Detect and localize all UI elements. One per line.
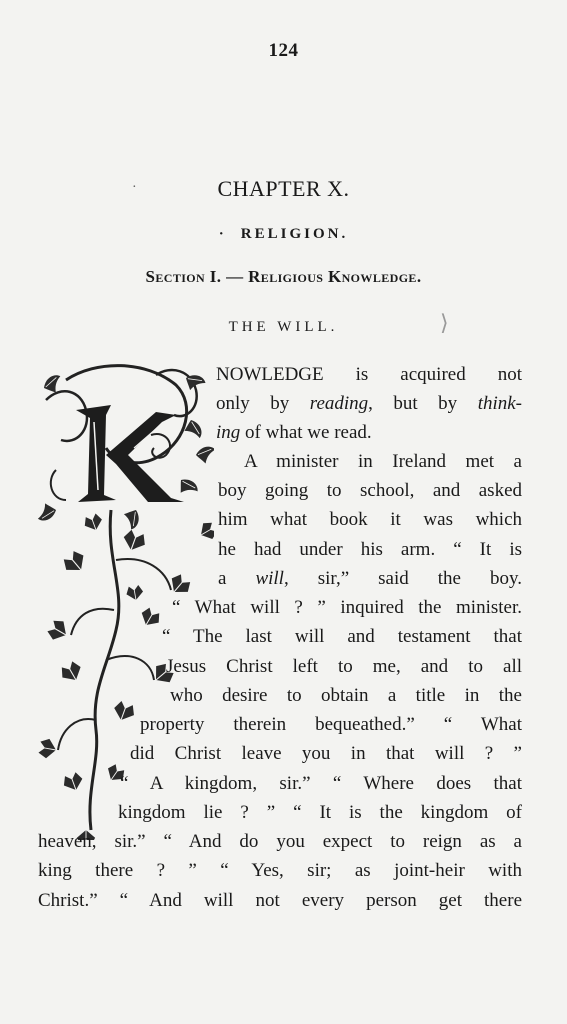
body-line xyxy=(162,627,522,647)
body-line xyxy=(216,365,522,385)
body-text: A minister in Ireland met a xyxy=(244,452,522,472)
body-text: “ The last will and testament that xyxy=(162,627,522,647)
body-line xyxy=(120,774,522,794)
body-text: king there ? ” “ Yes, sir; as joint-heir with xyxy=(38,861,522,881)
body-line xyxy=(170,686,522,706)
body-text: did Christ leave you in that will ? ” xyxy=(130,744,522,764)
body-line xyxy=(130,744,522,764)
body-text-italic: ing xyxy=(216,423,241,443)
body-line xyxy=(218,540,522,560)
body-line xyxy=(38,832,522,852)
section-title: Section I. — Religious Knowledge. xyxy=(145,267,422,286)
body-text: only by xyxy=(216,394,310,414)
body-line xyxy=(218,569,522,589)
body-text: “ What will ? ” inquired the minister. xyxy=(172,598,522,618)
chapter-title: CHAPTER X. xyxy=(217,176,350,201)
body-line xyxy=(166,657,522,677)
body-line xyxy=(38,861,522,881)
body-line xyxy=(216,423,426,443)
body-line xyxy=(244,452,522,472)
body-text: , but by xyxy=(368,394,478,414)
body-text: “ A kingdom, sir.” “ Where does that xyxy=(120,774,522,794)
body-line xyxy=(140,715,522,735)
body-text: Jesus Christ left to me, and to all xyxy=(166,657,522,677)
print-speck: · xyxy=(132,180,137,195)
print-mark: ⟩ xyxy=(440,310,449,335)
bullet-dot: · xyxy=(218,226,227,242)
body-line xyxy=(38,891,522,911)
body-text: boy going to school, and asked xyxy=(218,481,522,501)
body-text: Christ.” “ And will not every person get there xyxy=(38,891,522,911)
body-text: a xyxy=(218,569,256,589)
body-text: kingdom lie ? ” “ It is the kingdom of xyxy=(118,803,522,823)
body-text: of what we read. xyxy=(240,423,372,443)
body-text: property therein bequeathed.” “ What xyxy=(140,715,522,735)
body-text: he had under his arm. “ It is xyxy=(218,540,522,560)
chapter-subject xyxy=(0,226,567,243)
body-text-italic: will xyxy=(255,569,284,589)
body-line xyxy=(218,510,522,530)
body-text: him what book it was which xyxy=(218,510,522,530)
body-text: NOWLEDGE is acquired not xyxy=(216,365,522,385)
body-text: , sir,” said the boy. xyxy=(283,569,522,589)
body-text-italic: think- xyxy=(477,394,522,414)
body-line xyxy=(172,598,522,618)
chapter-subject-text: RELIGION. xyxy=(240,226,349,242)
body-line xyxy=(118,803,522,823)
page-number: 124 xyxy=(268,40,299,61)
body-line xyxy=(218,481,522,501)
body-line xyxy=(216,394,522,414)
body-text: who desire to obtain a title in the xyxy=(170,686,522,706)
subsection-title: THE WILL. xyxy=(228,319,339,335)
body-text: heaven, sir.” “ And do you expect to reign as a xyxy=(38,832,522,852)
body-text-italic: reading xyxy=(309,394,369,414)
